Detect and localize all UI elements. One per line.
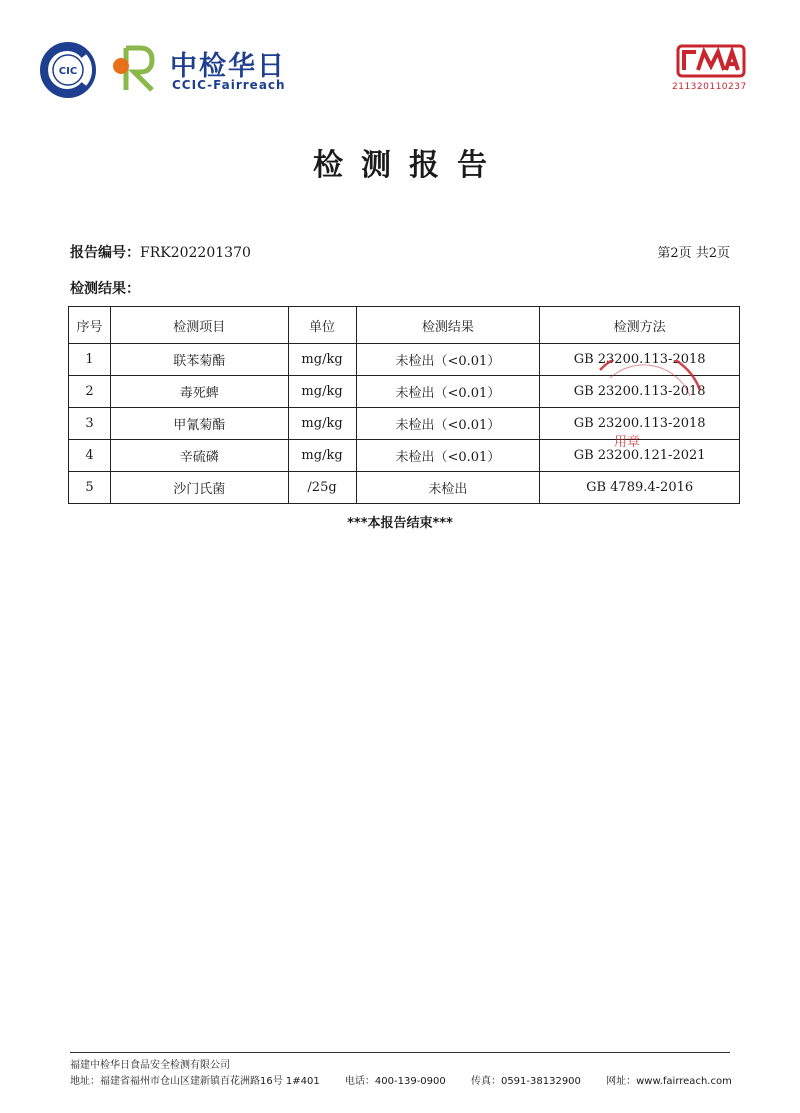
cell-method: GB 23200.113-2018 [540, 408, 740, 440]
cell-unit: mg/kg [288, 440, 356, 472]
cell-index: 5 [69, 472, 111, 504]
report-number-value: FRK202201370 [140, 245, 251, 261]
brand-name-cn: 中检华日 [170, 51, 286, 82]
cma-logo [676, 40, 746, 80]
cell-item: 辛硫磷 [110, 440, 288, 472]
footer-fax: 传真：0591-38132900 [470, 1076, 581, 1087]
cell-method: GB 23200.121-2021 [540, 440, 740, 472]
brand-name-en: CCIC-Fairreach [172, 78, 286, 92]
cell-result: 未检出（<0.01） [356, 408, 540, 440]
cell-unit: mg/kg [288, 376, 356, 408]
ccic-logo [40, 42, 96, 98]
fairreach-logo [108, 44, 158, 94]
cell-unit: /25g [288, 472, 356, 504]
page-info: 第2页 共2页 [657, 246, 730, 261]
report-number-label: 报告编号： [70, 245, 140, 261]
page-title: 检测报告 [313, 148, 505, 183]
section-heading: 检测结果： [70, 281, 140, 297]
cell-index: 3 [69, 408, 111, 440]
footer-contact [70, 1072, 754, 1087]
cma-number: 211320110237 [672, 82, 747, 92]
cell-index: 2 [69, 376, 111, 408]
report-number [70, 242, 251, 262]
cell-result: 未检出（<0.01） [356, 344, 540, 376]
svg-text:CIC: CIC [58, 66, 78, 77]
stamp-text: 用章 [614, 435, 641, 450]
cell-result: 未检出 [356, 472, 540, 504]
table-row [69, 472, 740, 504]
end-of-report: ***本报告结束*** [347, 516, 453, 531]
table-header-row [69, 307, 740, 344]
official-seal-stamp [580, 360, 710, 470]
header-result: 检测结果 [356, 307, 540, 344]
cell-index: 4 [69, 440, 111, 472]
cell-item: 联苯菊酯 [110, 344, 288, 376]
cell-unit: mg/kg [288, 408, 356, 440]
cell-index: 1 [69, 344, 111, 376]
cell-result: 未检出（<0.01） [356, 440, 540, 472]
cell-method: GB 23200.113-2018 [540, 344, 740, 376]
cell-method: GB 4789.4-2016 [540, 472, 740, 504]
footer-address: 地址：福建省福州市仓山区建新镇百花洲路16号 1#401 [70, 1076, 320, 1087]
footer-divider [70, 1052, 730, 1053]
cell-item: 甲氰菊酯 [110, 408, 288, 440]
header-item: 检测项目 [110, 307, 288, 344]
header-index: 序号 [69, 307, 111, 344]
cell-unit: mg/kg [288, 344, 356, 376]
cell-item: 毒死蜱 [110, 376, 288, 408]
cell-method: GB 23200.113-2018 [540, 376, 740, 408]
cell-item: 沙门氏菌 [110, 472, 288, 504]
cell-result: 未检出（<0.01） [356, 376, 540, 408]
footer-company: 福建中检华日食品安全检测有限公司 [70, 1060, 230, 1071]
footer-website: 网址：www.fairreach.com [606, 1076, 732, 1087]
footer-phone: 电话：400-139-0900 [344, 1076, 446, 1087]
header-unit: 单位 [288, 307, 356, 344]
header-method: 检测方法 [540, 307, 740, 344]
